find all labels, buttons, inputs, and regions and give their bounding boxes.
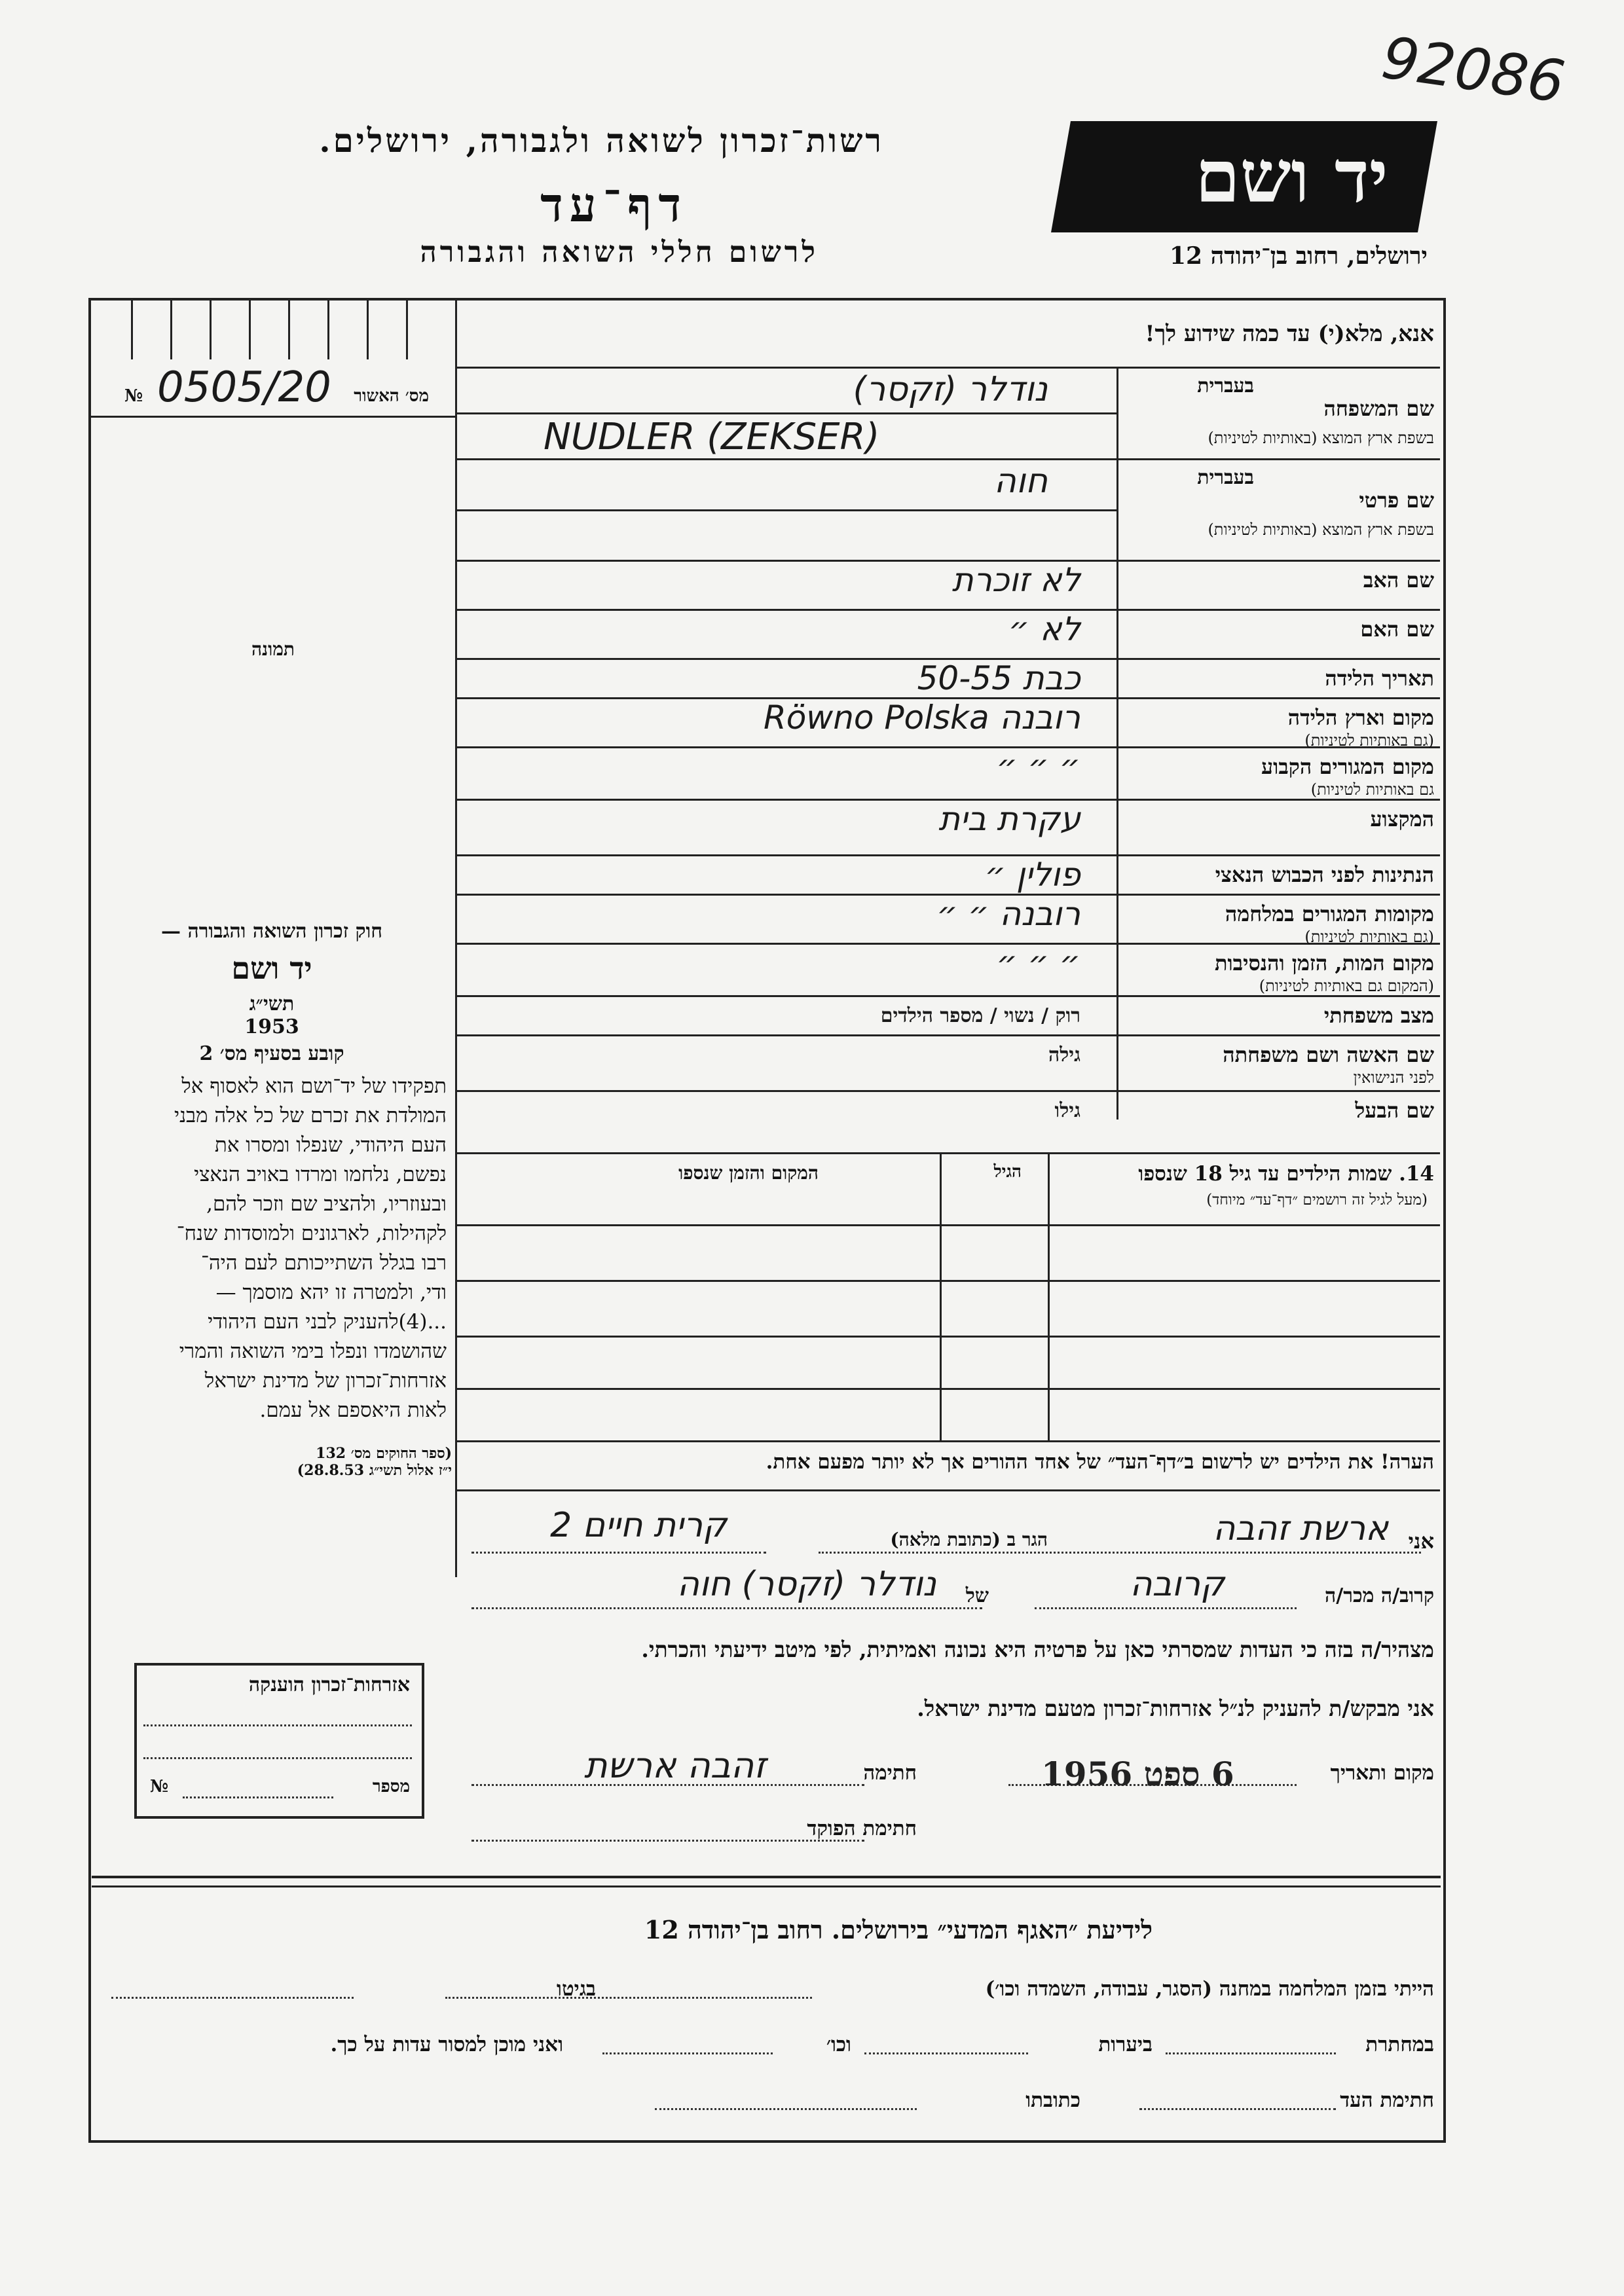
request-text: אני מבקש/ת להעניק לנ״ל אזרחות־זכרון מטעם מדינת ישראל. <box>917 1696 1434 1721</box>
footer-line2-a: במחתרת <box>1365 2033 1434 2056</box>
field-value-latin: NUDLER (ZEKSER) <box>544 416 880 458</box>
field-row-divider <box>455 1034 1440 1036</box>
field-row-divider <box>455 458 1440 460</box>
signature-label: חתימה <box>863 1761 917 1785</box>
field-value: לא זוכרת <box>951 561 1080 599</box>
footer-line2-d: ואני מוכן למסור עדות על כך. <box>330 2033 563 2056</box>
form-subtitle: לרשום חללי השואה והגבורה <box>420 236 819 269</box>
declarant-ani-label: אני <box>1408 1529 1434 1554</box>
yad-vashem-logo <box>1051 121 1437 232</box>
signature: זהבה ארשת <box>584 1745 766 1786</box>
law-block <box>92 913 452 1479</box>
field-label: שם המשפחה <box>1323 396 1434 421</box>
field-sublabel: בשפת ארץ המוצא (באותיות לטיניות) <box>1208 520 1434 539</box>
footer-line2-b: ביערות <box>1098 2033 1153 2056</box>
intro-text: אנא, מלא(י) עד כמה שידוע לך! <box>1145 321 1434 347</box>
field-label: שם האשה ושם משפחתה <box>1223 1042 1434 1067</box>
children-col-age: הגיל <box>993 1162 1022 1182</box>
field-value: ״ ״ ״ <box>996 944 1080 982</box>
field-sublabel: בשפת ארץ המוצא (באותיות לטיניות) <box>1208 429 1434 447</box>
logo-text: יד ושם <box>1195 134 1388 219</box>
field-value: גילה <box>1048 1044 1080 1066</box>
of-label: של <box>965 1584 989 1607</box>
law-body-line: רבו בגלל השתייכותם לעם היה־ <box>200 1251 447 1275</box>
field-label: מקומות המגורים במלחמה <box>1225 902 1434 926</box>
field-mid-divider <box>455 412 1116 414</box>
field-label: מקום המגורים הקבוע <box>1261 754 1434 779</box>
law-ref-2: י״ז אלול תשי״ג 28.8.53) <box>297 1462 452 1479</box>
place-date-stamp: 6 ספט 1956 <box>1041 1755 1234 1793</box>
field-label: מקום וארץ הלידה <box>1287 705 1434 730</box>
officer-label: חתימת הפוקד <box>807 1817 917 1840</box>
field-value: רובנה Röwno Polska <box>763 699 1080 737</box>
footer-line3-a: חתימת העד <box>1340 2088 1434 2112</box>
field-sublabel: (המקום גם באותיות לטיניות) <box>1259 977 1434 995</box>
footer-line1-b: בגיטו <box>557 1977 596 2001</box>
field-sublabel: (גם באותיות לטיניות) <box>1304 928 1434 946</box>
field-value: גילו <box>1054 1099 1080 1122</box>
law-name: יד ושם <box>231 951 312 986</box>
field-sublabel: גם באותיות לטיניות) <box>1310 780 1434 799</box>
law-body-line: ודי, ולמטרה זו יהא מוסמך — <box>215 1281 447 1304</box>
field-value: לא ״ <box>1008 610 1080 648</box>
field-row-divider <box>455 854 1440 856</box>
archive-number-stamp: 92086 <box>1378 24 1569 116</box>
hebrew-tag: בעברית <box>1197 466 1254 489</box>
note: הערה! את הילדים יש לרשום ב״דף־העד״ של אחד ההורים אך לא יותר מפעם אחת. <box>766 1450 1434 1474</box>
field-value: ״ ״ ״ <box>996 748 1080 786</box>
field-sublabel: (גם באותיות לטיניות) <box>1304 731 1434 750</box>
law-year: 1953 <box>244 1015 299 1038</box>
registration-label: מס׳ האשור <box>354 386 429 406</box>
field-label: שם האם <box>1360 617 1434 642</box>
law-body-line: העם היהודי, שנפלו ומסרו את <box>214 1133 447 1157</box>
declarant-address-label: הגר ב (כתובת מלאה) <box>890 1529 1048 1550</box>
footer-line3-b: כתובתו <box>1025 2088 1080 2112</box>
address: ירושלים, רחוב בן־יהודה 12 <box>1169 242 1428 270</box>
field-value-hebrew: חוה <box>993 462 1048 501</box>
law-body <box>92 1072 452 1425</box>
field-mid-divider <box>455 509 1116 511</box>
declarant-name: ארשת זהבה <box>1213 1509 1388 1548</box>
children-label: 14. שמות הילדים עד גיל 18 שנספו <box>1138 1162 1434 1186</box>
law-year-he: תשי״ג <box>249 993 295 1015</box>
authority-title: רשות־זכרון לשואה ולגבורה, ירושלים. <box>319 121 884 160</box>
law-body-line: שהושמדו ונפלו בימי השואה והמרי <box>179 1339 447 1363</box>
law-body-line: ...(4)להעניק לבני העם היהודי <box>208 1310 447 1334</box>
registration-number: 0505/20 <box>157 363 331 412</box>
field-value: כבת 50-55 <box>917 659 1080 697</box>
field-value: עקרת בית <box>938 800 1080 838</box>
field-label: תאריך הלידה <box>1325 666 1434 691</box>
children-col-place: המקום והזמן שנספו <box>678 1162 819 1184</box>
footer-line2-c: וכו׳ <box>826 2033 851 2056</box>
field-row-divider <box>455 560 1440 562</box>
field-label: מצב משפחתי <box>1323 1003 1434 1028</box>
field-row-divider <box>455 1090 1440 1092</box>
declarant-address: קרית חיים 2 <box>550 1506 727 1545</box>
children-sub: (מעל לגיל זה רושמים ״דף־עד״ מיוחד) <box>1206 1192 1428 1209</box>
footer-line1-a: הייתי בזמן המלחמה במחנה (הסגר, עבודה, השמדה וכו׳) <box>985 1977 1434 2001</box>
field-value: רובנה ״ ״ <box>936 895 1080 933</box>
field-value-hebrew: נודלר (זקסר) <box>853 370 1048 409</box>
form-title: דף־עד <box>540 177 688 232</box>
relative-label: קרוב/ה מכר/ה <box>1325 1584 1434 1607</box>
field-row-divider <box>455 943 1440 945</box>
of-value: נודלר (זקסר) חוה <box>676 1565 936 1604</box>
field-value: פולין ״ <box>984 856 1080 894</box>
field-row-divider <box>455 609 1440 611</box>
law-clause: קובע בסעיף מס׳ 2 <box>199 1042 344 1065</box>
footer-title: לידיעת ״האגף המדעי״ בירושלים. רחוב בן־יהודה 12 <box>644 1915 1153 1944</box>
registration-no-sign: № <box>124 386 143 406</box>
law-body-line: תפקידו של יד־ושם הוא לאסוף אל <box>181 1074 447 1098</box>
field-label: המקצוע <box>1370 807 1434 831</box>
law-ref-1: (ספר החוקים מס׳ 132 <box>316 1445 452 1462</box>
field-sublabel: לפני הנישואין <box>1353 1068 1434 1087</box>
field-label: מקום המות, הזמן והנסיבות <box>1214 951 1434 975</box>
citizenship-no-sign: № <box>150 1777 169 1796</box>
field-label: שם פרטי <box>1359 488 1434 513</box>
photo-label: תמונה <box>251 638 295 660</box>
field-value: רוק / נשוי / מספר הילדים <box>880 1004 1080 1027</box>
law-body-line: לאות היאספם אל עמם. <box>259 1398 447 1422</box>
relative-value: קרובה <box>1130 1565 1225 1604</box>
law-body-line: לקהילות, לארגונים ולמוסדות שנח־ <box>176 1222 447 1245</box>
declaration-text: מצהיר/ה בזה כי העדות שמסרתי כאן על פרטיה היא נכונה ואמיתית, לפי מיטב ידיעתי והכרתי. <box>641 1637 1434 1662</box>
registration-ticks <box>92 301 455 366</box>
field-label: שם הבעל <box>1355 1098 1434 1123</box>
hebrew-tag: בעברית <box>1197 374 1254 397</box>
law-body-line: ובעוזריו, ולהציב שם וזכר להם, <box>206 1192 447 1216</box>
law-body-line: אזרחות־זכרון של מדינת ישראל <box>204 1369 447 1393</box>
law-body-line: נפשם, נלחמו ומרדו באויב הנאצי <box>194 1163 447 1186</box>
field-label: שם האב <box>1363 568 1434 592</box>
law-body-line: המולדת את זכרם של כל אלה מבני <box>174 1104 447 1127</box>
field-label: הנתינות לפני הכבוש הנאצי <box>1215 862 1434 887</box>
citizenship-box <box>134 1663 424 1819</box>
place-date-label: מקום ותאריך <box>1330 1761 1434 1785</box>
citizenship-number-label: מספר <box>372 1777 410 1796</box>
citizenship-title: אזרחות־זכרון הוענקה <box>248 1673 410 1696</box>
law-title: חוק זכרון השואה והגבורה — <box>161 920 382 943</box>
field-row-divider <box>455 746 1440 748</box>
